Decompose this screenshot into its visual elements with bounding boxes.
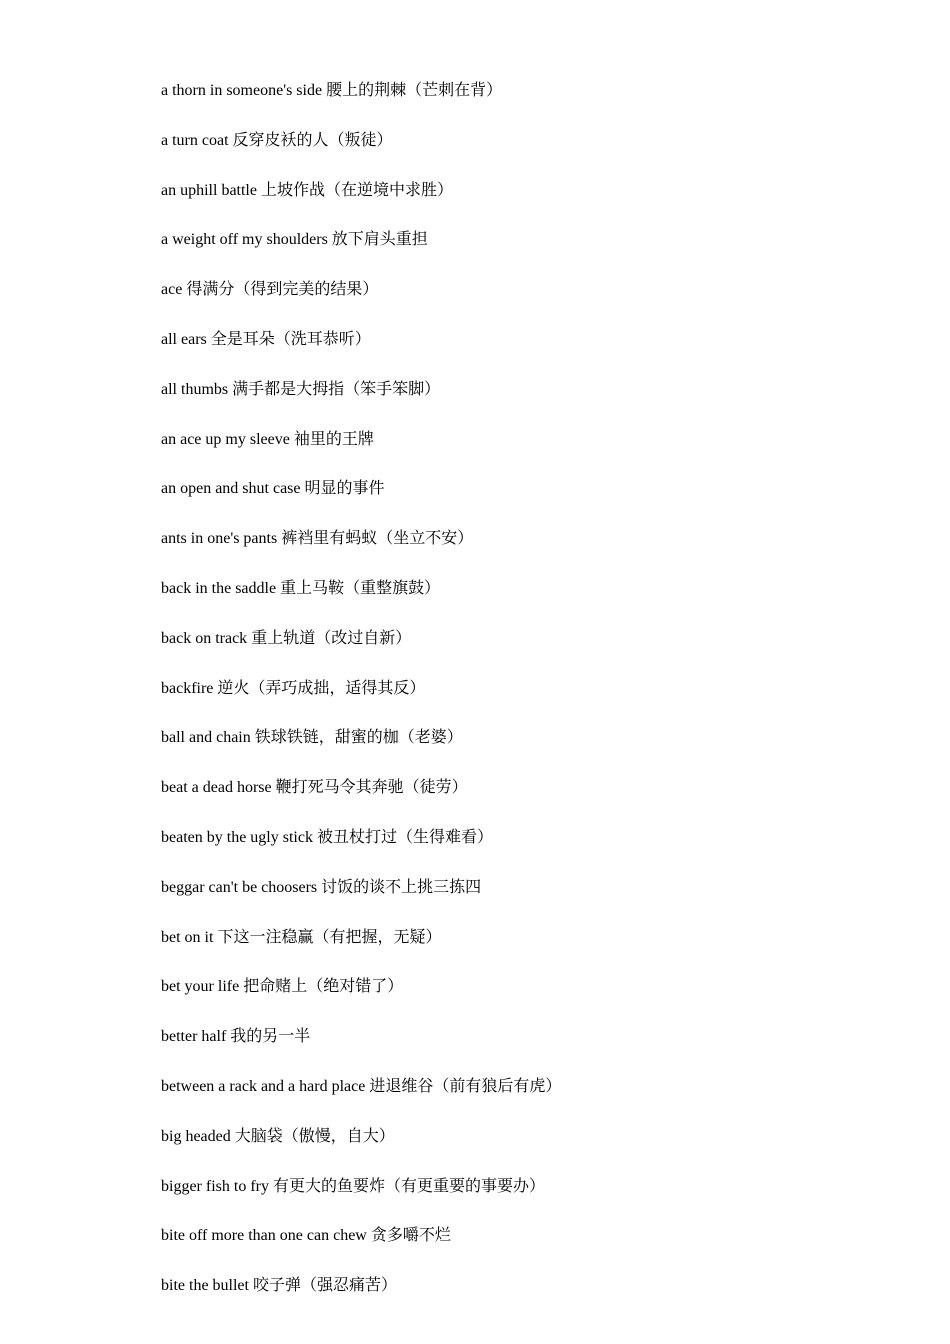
idiom-english: back on track [161, 629, 248, 647]
idiom-english: an uphill battle [161, 181, 257, 199]
idiom-chinese: 鞭打死马令其奔驰（徒劳） [275, 779, 468, 797]
idiom-chinese: 重上马鞍（重整旗鼓） [280, 579, 441, 597]
list-item [161, 1024, 561, 1074]
idiom-english: bigger fish to fry [161, 1177, 269, 1195]
list-item [161, 825, 561, 875]
idiom-chinese: 重上轨道（改过自新） [251, 629, 412, 647]
idiom-english: a turn coat [161, 131, 229, 149]
idiom-chinese: 咬子弹（强忍痛苦） [252, 1277, 397, 1295]
idiom-english: better half [161, 1028, 227, 1046]
idiom-english: ace [161, 281, 183, 299]
list-item [161, 227, 561, 277]
idiom-english: bet your life [161, 978, 240, 996]
idiom-english: all ears [161, 330, 207, 348]
list-item [161, 1223, 561, 1273]
list-item [161, 377, 561, 427]
idiom-chinese: 放下肩头重担 [331, 231, 428, 249]
idiom-english: big headed [161, 1127, 231, 1145]
idiom-english: backfire [161, 679, 214, 697]
list-item [161, 1273, 561, 1323]
idiom-english: between a rack and a hard place [161, 1077, 366, 1095]
idiom-english: bite the bullet [161, 1277, 249, 1295]
idiom-chinese: 满手都是大拇指（笨手笨脚） [232, 380, 441, 398]
idiom-english: bite off more than one can chew [161, 1227, 367, 1245]
idiom-english: ants in one's pants [161, 530, 278, 548]
idiom-chinese: 铁球铁链，甜蜜的枷（老婆） [254, 729, 463, 747]
list-item [161, 676, 561, 726]
idiom-english: beaten by the ugly stick [161, 828, 313, 846]
list-item [161, 277, 561, 327]
idiom-chinese: 明显的事件 [304, 480, 385, 498]
idiom-list [161, 78, 561, 1323]
idiom-english: an ace up my sleeve [161, 430, 290, 448]
idiom-chinese: 进退维谷（前有狼后有虎） [369, 1077, 562, 1095]
idiom-chinese: 得满分（得到完美的结果） [186, 281, 379, 299]
idiom-chinese: 上坡作战（在逆境中求胜） [260, 181, 453, 199]
list-item [161, 775, 561, 825]
idiom-english: back in the saddle [161, 579, 277, 597]
list-item [161, 576, 561, 626]
list-item [161, 1074, 561, 1124]
idiom-chinese: 贪多嚼不烂 [370, 1227, 451, 1245]
idiom-chinese: 被丑杖打过（生得难看） [316, 828, 493, 846]
idiom-english: beggar can't be choosers [161, 878, 318, 896]
idiom-english: an open and shut case [161, 480, 301, 498]
idiom-chinese: 袖里的王牌 [293, 430, 374, 448]
idiom-chinese: 逆火（弄巧成拙，适得其反） [217, 679, 426, 697]
list-item [161, 925, 561, 975]
idiom-chinese: 下这一注稳赢（有把握，无疑） [217, 928, 442, 946]
list-item [161, 476, 561, 526]
list-item [161, 128, 561, 178]
idiom-english: a thorn in someone's side [161, 82, 323, 99]
list-item [161, 1174, 561, 1224]
idiom-chinese: 反穿皮袄的人（叛徒） [232, 131, 393, 149]
idiom-chinese: 有更大的鱼要炸（有更重要的事要办） [272, 1177, 545, 1195]
idiom-english: bet on it [161, 928, 214, 946]
idiom-english: all thumbs [161, 380, 229, 398]
idiom-english: beat a dead horse [161, 779, 272, 797]
idiom-chinese: 腰上的荆棘（芒刺在背） [326, 82, 503, 99]
idiom-chinese: 全是耳朵（洗耳恭听） [210, 330, 371, 348]
list-item [161, 875, 561, 925]
list-item [161, 626, 561, 676]
list-item [161, 974, 561, 1024]
list-item [161, 427, 561, 477]
list-item [161, 1124, 561, 1174]
idiom-english: ball and chain [161, 729, 251, 747]
idiom-chinese: 裤裆里有蚂蚁（坐立不安） [281, 530, 474, 548]
list-item [161, 327, 561, 377]
idiom-chinese: 我的另一半 [230, 1028, 311, 1046]
idiom-english: a weight off my shoulders [161, 231, 328, 249]
list-item [161, 725, 561, 775]
idiom-chinese: 大脑袋（傲慢，自大） [234, 1127, 395, 1145]
list-item [161, 78, 561, 128]
idiom-chinese: 讨饭的谈不上挑三拣四 [321, 878, 482, 896]
list-item [161, 526, 561, 576]
idiom-chinese: 把命赌上（绝对错了） [243, 978, 404, 996]
list-item [161, 178, 561, 228]
